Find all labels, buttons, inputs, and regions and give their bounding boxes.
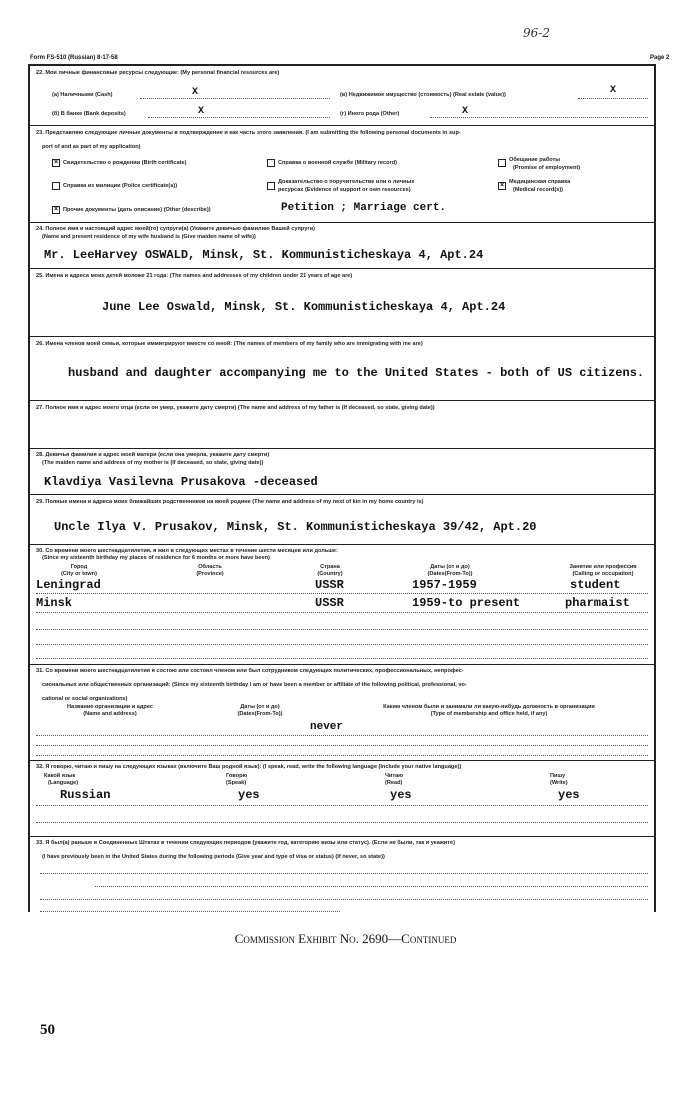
col-province-en: (Province) [196, 570, 224, 577]
section-23-label-1: 23. Представляю следующие личные документы в подтверждение и как часть этого заявления. (I am submitting the following personal documents in sup- [36, 130, 461, 136]
language-speak: yes [238, 788, 260, 802]
evidence-of-support-checkbox[interactable] [267, 182, 275, 190]
visits-line-1 [40, 873, 648, 874]
col-speak-ru: Говорю [226, 773, 248, 779]
form-id: Form FS-510 (Russian) 8-17-58 [30, 55, 118, 61]
military-record-checkbox[interactable] [267, 159, 275, 167]
col-write-ru: Пишу [550, 773, 566, 779]
section-24-label-1: 24. Полное имя и настоящий адрес моей(го) супруги(а) (Укажите девичью фамилию Вашей супруги) [36, 226, 315, 232]
handwritten-note: 96-2 [523, 26, 550, 40]
section-31-label-1: 31. Со времени моего шестнадцатилетия я состою или состоял членом или был сотрудником следующих политических, профессиональных, непрофес- [36, 668, 464, 674]
col-read-en: (Read) [385, 779, 403, 786]
col-org-name-en: (Name and address) [83, 710, 137, 717]
evidence-of-support-label-2: ресурсах (Evidence of support or own resources) [278, 187, 411, 193]
section-32-languages [30, 761, 654, 837]
cash-line [140, 98, 330, 99]
col-org-name-header [50, 704, 170, 717]
promise-of-employment-checkbox[interactable] [498, 159, 506, 167]
col-city-header [44, 564, 114, 577]
medical-record-label-2: (Medical record(s)) [513, 187, 564, 193]
col-dates-header [415, 564, 485, 577]
section-24-label-2: (Name and present residence of my wife husband is (Give maiden name of wife)) [42, 234, 256, 240]
col-membership-en: (Type of membership and office held, if any) [430, 710, 548, 717]
children-value: June Lee Oswald, Minsk, St. Kommunisticheskaya 4, Apt.24 [102, 300, 506, 314]
org-line-1 [36, 735, 648, 736]
promise-of-employment-label-2: (Promise of employment) [513, 165, 581, 171]
evidence-of-support-label-1: Доказательство о поручительстве или о личных [278, 179, 415, 185]
residence-dates: 1957-1959 [412, 578, 477, 592]
col-speak-header [226, 773, 247, 786]
section-33-previous-us-visits [30, 837, 654, 914]
col-country-ru: Страна [320, 564, 340, 570]
bank-label: (б) В банке (Bank deposits) [52, 111, 126, 117]
visits-line-3 [40, 899, 648, 900]
bank-value: X [198, 106, 205, 117]
residence-city: Leningrad [36, 578, 101, 592]
page-label: Page 2 [650, 55, 670, 61]
organizations-value: never [310, 721, 344, 733]
residence-occupation: pharmaist [565, 596, 630, 610]
military-record-label: Справка о военной службе (Military record) [278, 160, 398, 166]
org-line-3 [36, 755, 648, 756]
residence-line-5 [36, 658, 648, 659]
residence-city: Minsk [36, 596, 73, 610]
section-30-label-1: 30. Со времени моего шестнадцатилетия, я жил в следующих местах в течение шести месяцев или дольше: [36, 548, 338, 554]
section-30-label-2: (Since my sixteenth birthday my places of residence for 6 months or more have been) [42, 555, 270, 561]
col-read-header [385, 773, 403, 786]
section-31-label-2: сиональных или общественных организаций: (Since my sixteenth birthday I am or have been a member or affiliate of the following political, professional, vo- [42, 682, 467, 688]
col-read-ru: Читаю [385, 773, 403, 779]
language-line-1 [36, 805, 648, 806]
col-country-header [305, 564, 355, 577]
other-documents-label: Прочие документы (дать описание) (Other (describe)) [63, 207, 211, 213]
exhibit-caption: Commission Exhibit No. 2690—Continued [234, 931, 457, 946]
col-province-ru: Область [198, 564, 222, 570]
col-country-en: (Country) [317, 570, 343, 577]
col-occupation-en: (Calling or occupation) [572, 570, 634, 577]
section-23-label-2: port of and as part of my application) [42, 144, 141, 150]
col-dates-en: (Dates(From-To)) [427, 570, 473, 577]
language-line-2 [36, 822, 648, 823]
section-26-family-immigrating [30, 337, 654, 401]
birth-certificate-label: Свидетельство о рождении (Birth certificate) [63, 160, 187, 166]
medical-record-checkbox[interactable]: × [499, 182, 505, 189]
col-dates-ru: Даты (от и до) [430, 564, 470, 570]
col-speak-en: (Speak) [226, 779, 247, 786]
section-25-label: 25. Имена и адреса моих детей моложе 21 года: (The names and addresses of my children under 21 years of age are) [36, 273, 353, 279]
section-27-father [30, 401, 654, 449]
col-membership-ru: Каким членом были и занимали ли какую-нибудь должность в организации [383, 704, 595, 710]
page-number: 50 [40, 1022, 55, 1038]
col-occupation-header [558, 564, 648, 577]
residence-line-3 [36, 629, 648, 630]
residence-country: USSR [315, 596, 344, 610]
other-line [430, 117, 648, 118]
cash-label: (а) Наличными (Cash) [52, 92, 113, 98]
language-name: Russian [60, 788, 111, 802]
section-22-label: 22. Мои личные финансовые ресурсы следующие: (My personal financial resources are) [36, 70, 280, 76]
section-26-label: 26. Имена членов моей семьи, которые иммигрируют вместе со мной: (The names of members of my family who are immigrating with me are) [36, 341, 423, 347]
col-language-en: (Language) [48, 779, 79, 786]
org-line-2 [36, 745, 648, 746]
other-label: (г) Иного рода (Other) [340, 111, 400, 117]
section-25-children [30, 269, 654, 337]
other-documents-description: Petition ; Marriage cert. [281, 202, 447, 214]
section-33-label-2: (I have previously been in the United States during the following periods (Give year and type of visa or status) (If never, so state)) [42, 854, 385, 860]
police-certificate-label: Справка из милиции (Police certificate(s)) [63, 183, 178, 189]
application-form [28, 64, 656, 912]
real-estate-label: (в) Недвижимое имущество (стоимость) (Real estate (value)) [340, 92, 506, 98]
section-29-next-of-kin [30, 495, 654, 545]
col-org-dates-en: (Dates(From-To)) [237, 710, 283, 717]
col-write-en: (Write) [550, 779, 568, 786]
real-estate-value: X [610, 85, 617, 96]
col-language-header [44, 773, 78, 786]
section-23-documents [30, 126, 654, 223]
section-29-label: 29. Полные имена и адреса моих ближайших родственников на моей родине (The name and address of my next of kin in my home country is) [36, 499, 424, 505]
col-org-name-ru: Название организации и адрес [67, 704, 153, 710]
section-33-label-1: 33. Я был(а) раньше в Соединенных Штатах в течении следующих периодов (укажите год, категорию визы или статус). (Если не были, так и укажите) [36, 840, 455, 846]
language-write: yes [558, 788, 580, 802]
real-estate-line [578, 98, 648, 99]
section-32-label: 32. Я говорю, читаю и пишу на следующих языках (включите Ваш родной язык): (I speak, read, write the following language (Include your native language)) [36, 764, 462, 770]
spouse-value: Mr. LeeHarvey OSWALD, Minsk, St. Kommunisticheskaya 4, Apt.24 [44, 248, 484, 262]
cash-value: X [192, 87, 199, 98]
col-province-header [180, 564, 240, 577]
section-28-mother [30, 449, 654, 495]
section-31-organizations [30, 665, 654, 761]
residence-line-2 [36, 612, 648, 613]
medical-record-label-1: Медицинская справка [509, 179, 571, 185]
visits-line-2 [95, 886, 648, 887]
col-language-ru: Какой язык [44, 773, 76, 779]
promise-of-employment-label-1: Обещание работы [509, 157, 561, 163]
language-read: yes [390, 788, 412, 802]
bank-line [148, 117, 330, 118]
birth-certificate-checkbox[interactable]: × [53, 159, 59, 166]
residence-line-1 [36, 593, 648, 594]
residence-occupation: student [570, 578, 621, 592]
residence-dates: 1959-to present [412, 596, 521, 610]
section-28-label-1: 28. Девичья фамилия и адрес моей матери (если она умерла, укажите дату смерти) [36, 452, 270, 458]
col-write-header [550, 773, 568, 786]
other-value: X [462, 106, 469, 117]
section-28-label-2: (The maiden name and address of my mother is (If deceased, so state, giving date)) [42, 460, 264, 466]
section-30-residences [30, 545, 654, 665]
next-of-kin-value: Uncle Ilya V. Prusakov, Minsk, St. Kommunisticheskaya 39/42, Apt.20 [54, 520, 537, 534]
section-24-spouse [30, 223, 654, 269]
visits-line-4 [40, 911, 340, 912]
col-city-en: (City or town) [60, 570, 98, 577]
section-22-financial-resources [30, 66, 654, 126]
police-certificate-checkbox[interactable] [52, 182, 60, 190]
mother-value: Klavdiya Vasilevna Prusakova -deceased [44, 475, 318, 489]
section-31-label-3: cational or social organizations) [42, 696, 128, 702]
col-occupation-ru: Занятие или профессия [569, 564, 637, 570]
residence-line-4 [36, 644, 648, 645]
other-documents-checkbox[interactable]: × [53, 206, 59, 213]
col-org-dates-header [225, 704, 295, 717]
section-27-label: 27. Полное имя и адрес моего отца (если он умер, укажите дату смерти) (The name and address of my father is (If deceased, so state, giving date)) [36, 405, 435, 411]
col-membership-header [330, 704, 648, 717]
family-immigrating-value: husband and daughter accompanying me to the United States - both of US citizens. [68, 366, 645, 380]
col-city-ru: Город [70, 564, 88, 570]
residence-country: USSR [315, 578, 344, 592]
col-org-dates-ru: Даты (от и до) [240, 704, 280, 710]
